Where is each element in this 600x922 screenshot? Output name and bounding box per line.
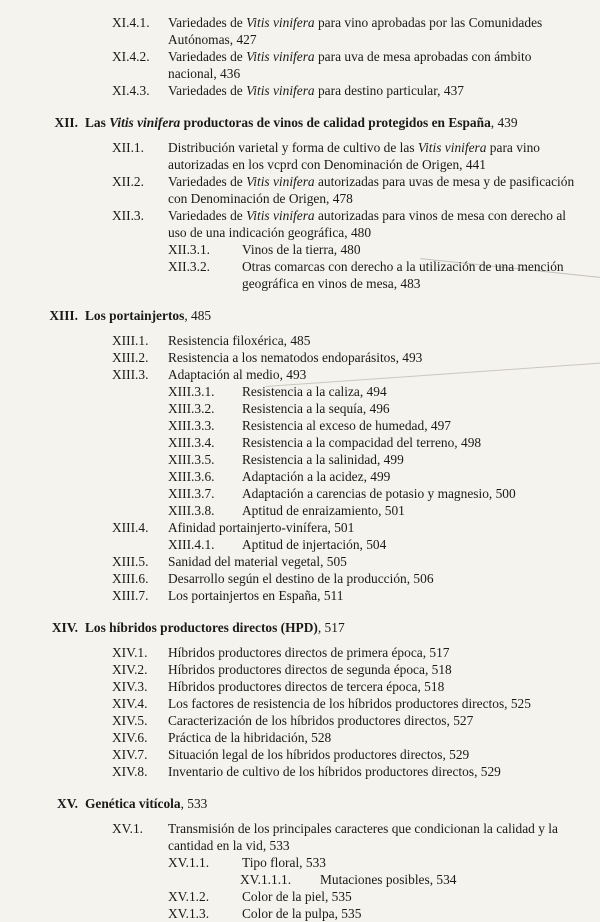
entry-title (242, 400, 582, 417)
entry-number: XII.2. (112, 174, 144, 189)
toc-entry (0, 485, 582, 502)
entry-title-segment: productoras de vinos de calidad protegidos en España (180, 115, 491, 130)
entry-title-segment: Inventario de cultivo de los híbridos productores directos (168, 764, 475, 779)
entry-number: XIII.5. (112, 554, 149, 569)
entry-title (168, 519, 582, 536)
entry-title-italic-segment: Vitis vinifera (246, 15, 315, 30)
entry-page-number: , 499 (363, 469, 391, 484)
toc-entry (0, 820, 582, 854)
toc-chapter-entry (0, 114, 582, 131)
entry-title-segment: Resistencia a la salinidad (242, 452, 377, 467)
entry-title (168, 139, 582, 173)
entry-page-number: , 533 (262, 838, 290, 853)
entry-page-number: , 529 (442, 747, 470, 762)
entry-page-number: , 529 (474, 764, 501, 779)
entry-number: XII.3. (112, 208, 144, 223)
toc-entry (0, 207, 582, 241)
entry-title-segment: Sanidad del material vegetal (168, 554, 321, 569)
entry-page-number: , 499 (376, 452, 404, 467)
entry-title (242, 434, 582, 451)
entry-title-segment: autorizadas para uvas de mesa y de pasificación con Denominación de Origen (168, 174, 575, 206)
toc-entry (0, 48, 582, 82)
entry-title (242, 417, 582, 434)
entry-number: XIV.5. (112, 713, 148, 728)
toc-entry (0, 570, 582, 587)
entry-number: XV.1.3. (168, 906, 210, 921)
entry-number: XIV. (51, 620, 78, 635)
entry-number: XIII.7. (112, 588, 149, 603)
entry-title-italic-segment: Vitis vinifera (246, 49, 315, 64)
entry-number: XII. (54, 115, 78, 130)
entry-title (242, 888, 582, 905)
entry-title-segment: para destino particular (314, 83, 438, 98)
entry-number: XIII.4. (112, 520, 149, 535)
entry-number: XIV.4. (112, 696, 148, 711)
entry-title-segment: Aptitud de enraizamiento (242, 503, 379, 518)
entry-title (320, 871, 582, 888)
toc-entry (0, 905, 582, 922)
entry-number: XIV.2. (112, 662, 148, 677)
entry-number: XV.1.1.1. (240, 872, 292, 887)
entry-number: XIII.3.2. (168, 401, 215, 416)
entry-number: XII.3.2. (168, 259, 211, 274)
entry-title-segment: Híbridos productores directos de segunda época (168, 662, 425, 677)
entry-title (168, 729, 582, 746)
entry-title-segment: Resistencia a la caliza (242, 384, 360, 399)
toc-entry (0, 729, 582, 746)
entry-page-number: , 485 (283, 333, 311, 348)
entry-number: XIII.3.3. (168, 418, 215, 433)
toc-entry (0, 502, 582, 519)
toc-entry (0, 258, 582, 292)
entry-number: XV. (57, 796, 78, 811)
entry-page-number: , 518 (424, 662, 452, 677)
toc-entry (0, 468, 582, 485)
entry-page-number: , 535 (324, 889, 352, 904)
entry-page-number: , 496 (362, 401, 390, 416)
entry-title-segment: Adaptación a la acidez (242, 469, 364, 484)
toc-entry (0, 366, 582, 383)
entry-page-number: , 501 (327, 520, 355, 535)
toc-entry (0, 383, 582, 400)
toc-entry (0, 173, 582, 207)
entry-number: XIII.3.8. (168, 503, 215, 518)
entry-page-number: , 535 (334, 906, 362, 921)
entry-title-segment: Afinidad portainjerto-vinífera (168, 520, 328, 535)
entry-title-italic-segment: Vitis vinifera (246, 174, 315, 189)
toc-entry (0, 82, 582, 99)
entry-page-number: , 493 (395, 350, 423, 365)
entry-number: XIV.7. (112, 747, 148, 762)
toc-entry (0, 241, 582, 258)
entry-title-segment: Tipo floral (242, 855, 300, 870)
entry-title-segment: Variedades de (168, 15, 247, 30)
toc-list (0, 14, 582, 922)
toc-entry (0, 14, 582, 48)
entry-title-segment: para vino aprobadas por las Comunidades Autónomas (168, 15, 543, 47)
entry-number: XI.4.3. (112, 83, 150, 98)
entry-title-segment: Variedades de (168, 208, 247, 223)
entry-title-segment: Los factores de resistencia de los híbridos productores directos (168, 696, 505, 711)
entry-title (168, 14, 582, 48)
entry-title-segment: Situación legal de los híbridos productores directos (168, 747, 443, 762)
entry-page-number: , 427 (229, 32, 257, 47)
entry-title (168, 82, 582, 99)
entry-title (242, 854, 582, 871)
toc-entry (0, 400, 582, 417)
entry-page-number: , 534 (429, 872, 457, 887)
entry-title-segment: Práctica de la hibridación (168, 730, 305, 745)
entry-title (242, 241, 582, 258)
entry-number: XV.1. (112, 821, 144, 836)
entry-number: XII.1. (112, 140, 144, 155)
toc-entry (0, 678, 582, 695)
entry-title (168, 644, 582, 661)
entry-page-number: , 500 (488, 486, 516, 501)
entry-page-number: , 441 (459, 157, 486, 172)
entry-title-italic-segment: Vitis vinifera (246, 83, 315, 98)
entry-title (168, 570, 582, 587)
toc-entry (0, 332, 582, 349)
entry-title-segment: Color de la pulpa (242, 906, 335, 921)
entry-title-italic-segment: Vitis vinifera (109, 115, 181, 130)
entry-number: XIV.6. (112, 730, 148, 745)
entry-title (168, 553, 582, 570)
toc-chapter-entry (0, 795, 582, 812)
entry-page-number: , 511 (317, 588, 344, 603)
entry-title (85, 619, 582, 636)
toc-chapter-entry (0, 619, 582, 636)
toc-entry (0, 763, 582, 780)
entry-title (168, 661, 582, 678)
toc-entry (0, 417, 582, 434)
toc-entry (0, 695, 582, 712)
entry-title (242, 383, 582, 400)
entry-number: XIV.1. (112, 645, 148, 660)
entry-title-segment: Caracterización de los híbridos productores directos (168, 713, 447, 728)
entry-page-number: , 439 (490, 115, 518, 130)
entry-title-italic-segment: Vitis vinifera (417, 140, 487, 155)
toc-entry (0, 746, 582, 763)
entry-number: XIII.3. (112, 367, 149, 382)
entry-title (168, 173, 582, 207)
entry-title (242, 468, 582, 485)
entry-page-number: , 480 (344, 225, 372, 240)
entry-page-number: , 527 (446, 713, 474, 728)
entry-page-number: , 478 (326, 191, 353, 206)
entry-title-segment: Resistencia a la compacidad del terreno (242, 435, 455, 450)
entry-title (85, 114, 582, 131)
toc-entry (0, 871, 582, 888)
entry-number: XIII.3.1. (168, 384, 215, 399)
entry-title (168, 763, 582, 780)
toc-entry (0, 349, 582, 366)
entry-title (85, 795, 582, 812)
entry-page-number: , 533 (180, 796, 208, 811)
entry-title (168, 820, 582, 854)
entry-page-number: , 517 (422, 645, 450, 660)
entry-title-segment: Variedades de (168, 174, 247, 189)
entry-title (168, 48, 582, 82)
entry-page-number: , 504 (359, 537, 387, 552)
entry-number: XIII.3.7. (168, 486, 215, 501)
entry-page-number: , 517 (317, 620, 345, 635)
entry-title-segment: Los portainjertos en España (168, 588, 318, 603)
entry-title-segment: Distribución varietal y forma de cultivo de las (168, 140, 418, 155)
entry-title (242, 905, 582, 922)
entry-page-number: , 497 (424, 418, 451, 433)
entry-page-number: , 506 (406, 571, 434, 586)
entry-title (85, 307, 582, 324)
entry-number: XI.4.2. (112, 49, 150, 64)
toc-entry (0, 519, 582, 536)
entry-title-segment: Adaptación al medio (168, 367, 280, 382)
entry-number: XIII.2. (112, 350, 149, 365)
entry-page-number: , 485 (184, 308, 212, 323)
entry-number: XV.1.2. (168, 889, 210, 904)
entry-title (168, 366, 582, 383)
entry-title-segment: Vinos de la tierra (242, 242, 334, 257)
entry-title-segment: Desarrollo según el destino de la producción (168, 571, 407, 586)
entry-title-segment: Otras comarcas con derecho a la utilización de una mención geográfica en vinos de mesa (242, 259, 564, 291)
entry-title-segment: Resistencia a la sequía (242, 401, 363, 416)
entry-title-segment: Color de la piel (242, 889, 325, 904)
entry-title (242, 451, 582, 468)
entry-title-segment: Resistencia al exceso de humedad (242, 418, 425, 433)
entry-number: XII.3.1. (168, 242, 211, 257)
entry-number: XIII.4.1. (168, 537, 215, 552)
toc-entry (0, 854, 582, 871)
entry-title-segment: Aptitud de injertación (242, 537, 360, 552)
entry-title-segment: Resistencia a los nematodos endoparásitos (168, 350, 396, 365)
toc-entry (0, 553, 582, 570)
toc-entry (0, 587, 582, 604)
entry-number: XI.4.1. (112, 15, 150, 30)
entry-number: XV.1.1. (168, 855, 210, 870)
toc-chapter-entry (0, 307, 582, 324)
entry-title (168, 349, 582, 366)
entry-page-number: , 501 (378, 503, 405, 518)
entry-number: XIV.3. (112, 679, 148, 694)
entry-title-segment: Adaptación a carencias de potasio y magnesio (242, 486, 489, 501)
entry-title (242, 536, 582, 553)
entry-title-segment: Los portainjertos (85, 308, 185, 323)
entry-number: XIII.1. (112, 333, 149, 348)
entry-title-segment: Variedades de (168, 49, 247, 64)
entry-title (168, 712, 582, 729)
toc-entry (0, 712, 582, 729)
toc-entry (0, 451, 582, 468)
entry-title (168, 746, 582, 763)
toc-entry (0, 536, 582, 553)
entry-title-segment: Mutaciones posibles (320, 872, 430, 887)
entry-page-number: , 483 (393, 276, 421, 291)
entry-title-segment: para vino autorizadas en los vcprd con Denominación de Origen (168, 140, 540, 172)
entry-title-segment: Las (85, 115, 110, 130)
entry-title (168, 587, 582, 604)
entry-page-number: , 518 (417, 679, 445, 694)
entry-page-number: , 525 (504, 696, 531, 711)
entry-page-number: , 505 (320, 554, 347, 569)
entry-number: XIII.3.6. (168, 469, 215, 484)
entry-page-number: , 533 (299, 855, 326, 870)
entry-number: XIII.6. (112, 571, 149, 586)
entry-page-number: , 494 (359, 384, 387, 399)
toc-entry (0, 139, 582, 173)
toc-entry (0, 644, 582, 661)
entry-page-number: , 498 (454, 435, 482, 450)
entry-page-number: , 480 (333, 242, 361, 257)
entry-number: XIII.3.4. (168, 435, 215, 450)
entry-title (168, 332, 582, 349)
entry-number: XIII. (49, 308, 78, 323)
entry-title (168, 207, 582, 241)
entry-title (242, 258, 582, 292)
entry-page-number: , 528 (304, 730, 332, 745)
entry-title (168, 695, 582, 712)
entry-page-number: , 493 (279, 367, 307, 382)
entry-title (168, 678, 582, 695)
entry-title-segment: Transmisión de los principales caracteres que condicionan la calidad y la cantidad en la vid (168, 821, 558, 853)
entry-page-number: , 436 (213, 66, 241, 81)
entry-title-segment: Híbridos productores directos de tercera época (168, 679, 418, 694)
toc-entry (0, 661, 582, 678)
entry-title-segment: Los híbridos productores directos (HPD) (85, 620, 318, 635)
toc-entry (0, 434, 582, 451)
entry-title-italic-segment: Vitis vinifera (246, 208, 315, 223)
entry-title-segment: autorizadas para vinos de mesa con derecho al uso de una indicación geográfica (168, 208, 566, 240)
entry-number: XIII.3.5. (168, 452, 215, 467)
entry-title-segment: Híbridos productores directos de primera época (168, 645, 423, 660)
toc-entry (0, 888, 582, 905)
entry-title-segment: Variedades de (168, 83, 247, 98)
entry-title (242, 502, 582, 519)
entry-title-segment: Resistencia filoxérica (168, 333, 284, 348)
entry-title-segment: para uva de mesa aprobadas con ámbito nacional (168, 49, 532, 81)
entry-page-number: , 437 (437, 83, 464, 98)
entry-title-segment: Genética vitícola (85, 796, 181, 811)
entry-number: XIV.8. (112, 764, 148, 779)
entry-title (242, 485, 582, 502)
